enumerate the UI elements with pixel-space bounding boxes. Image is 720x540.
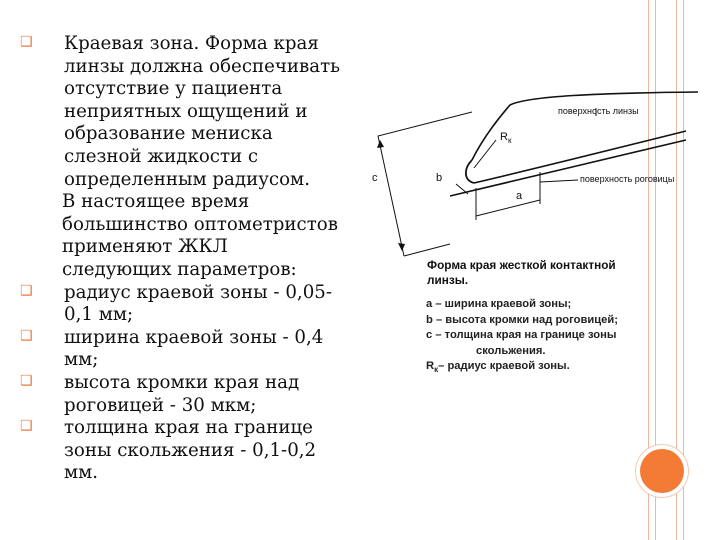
cornea-surface-leader (540, 180, 578, 182)
legend-item: а – ширина краевой зоны; (426, 298, 572, 310)
cornea-surface-line (450, 140, 686, 196)
paragraph-text: толщина края на границе зоны скольжения - 0,1-0,2 мм. (64, 417, 317, 484)
decorative-orange-circle (640, 449, 684, 493)
arrowhead (398, 243, 405, 251)
diagram-caption: Форма края жесткой контактной линзы. (427, 258, 616, 287)
bullet-paragraph (16, 372, 388, 417)
bullet-paragraph (16, 33, 388, 191)
hollow-square-bullet-icon: ❑ (20, 327, 33, 344)
dimension-c-line (404, 244, 450, 256)
legend-radius-symbol: R (426, 360, 435, 372)
arrowhead (377, 140, 384, 148)
bullet-paragraph (16, 417, 388, 485)
paragraph-text: радиус краевой зоны - 0,05- 0,1 мм; (64, 281, 332, 326)
lens-surface-label: поверхность линзы (558, 106, 639, 116)
radius-leader-line (474, 140, 496, 168)
hollow-square-bullet-icon: ❑ (20, 34, 33, 50)
lens-edge-curve (466, 160, 474, 183)
diagram-legend (426, 297, 686, 378)
slide-text-body (16, 33, 388, 485)
legend-item: с – толщина края на границе зоны (426, 329, 617, 341)
lens-outer-surface-line (472, 92, 698, 160)
hollow-square-bullet-icon: ❑ (20, 282, 33, 299)
plain-paragraph (16, 191, 388, 281)
legend-item: b – высота кромки над роговицей; (426, 313, 618, 326)
legend-item: скольжения. (476, 344, 546, 357)
lens-edge-diagram (368, 88, 698, 278)
dimension-a-label: a (516, 190, 523, 202)
radius-label: $R_к$ (500, 131, 512, 145)
legend-radius-subscript: к (434, 365, 439, 375)
legend-radius-text: – радиус краевой зоны. (438, 360, 570, 372)
paragraph-text: высота кромки края над роговицей - 30 мкм; (64, 371, 300, 416)
hollow-square-bullet-icon: ❑ (20, 372, 33, 389)
dimension-a-line (476, 200, 540, 216)
cornea-surface-label: поверхность роговицы (580, 174, 675, 184)
dimension-c-label: c (372, 172, 378, 184)
paragraph-text: Краевая зона. Форма края линзы должна обеспечивать отсутствие у пациента неприятных ощущений и образование мениска слезной жидкости с определенным радиусом. (64, 33, 341, 190)
hollow-square-bullet-icon: ❑ (20, 418, 33, 435)
dimension-c-line (378, 112, 472, 136)
dimension-b-label: b (436, 172, 443, 184)
paragraph-text: В настоящее время большинство оптометристов применяют ЖКЛ следующих параметров: (62, 191, 338, 280)
paragraph-text: ширина краевой зоны - 0,4 мм; (64, 326, 324, 371)
legend-item (426, 359, 686, 378)
dimension-c-line (378, 136, 404, 256)
bullet-paragraph (16, 282, 388, 327)
bullet-paragraph (16, 327, 388, 372)
